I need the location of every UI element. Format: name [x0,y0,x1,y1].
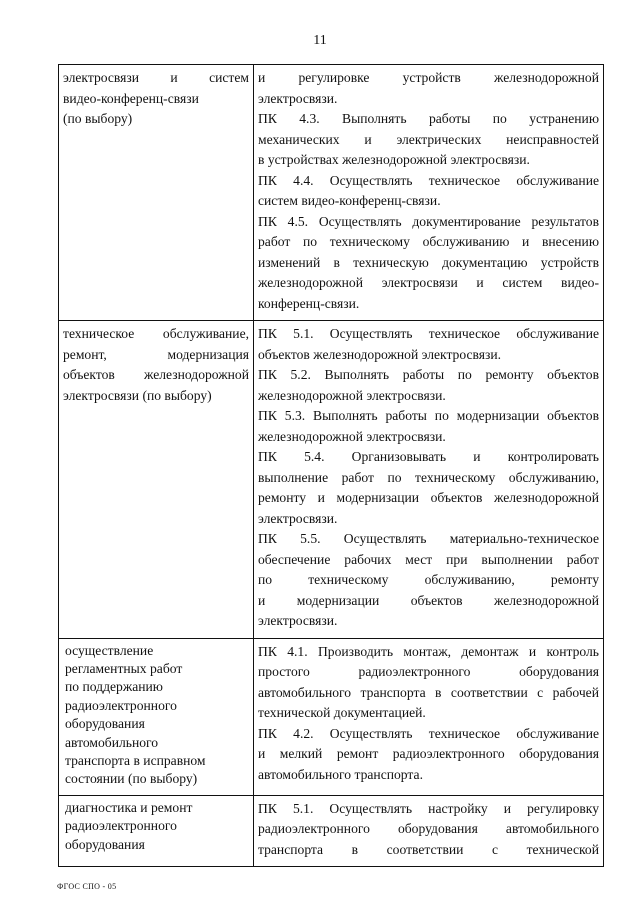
competency-text-line: по техническому обслуживанию, ремонту [258,572,599,587]
competency-text-line: и регулировке устройств железнодорожной [258,70,599,85]
activity-text-line: транспорта в исправном [65,752,206,768]
competency-text-line: механических и электрических неисправностей [258,131,599,147]
page-number: 11 [313,33,327,48]
activity-text-line: электросвязи (по выбору) [63,387,212,403]
competency-text-line: в устройствах железнодорожной электросвязи. [258,152,530,167]
competency-text-line: технической документацией. [258,705,426,720]
activity-text-line: диагностика и ремонт [65,799,193,815]
competencies-table [58,64,604,867]
activity-text-line: объектов железнодорожной [63,367,249,382]
table-row [59,795,604,867]
footer-standard-code: ФГОС СПО - 05 [57,882,117,891]
activity-text-line: радиоэлектронного [65,697,177,713]
activity-cell [59,65,254,321]
competency-text-line: объектов железнодорожной электросвязи. [258,346,502,362]
competency-text-line: железнодорожной электросвязи. [258,428,446,444]
competency-text-line: железнодорожной электросвязи. [258,387,446,403]
competency-text-line: ПК 5.1. Осуществлять техническое обслуживание [258,326,599,341]
competency-text-line: электросвязи. [258,510,338,526]
competency-text-line: ПК 5.2. Выполнять работы по ремонту объектов [258,367,599,382]
competency-text-line: ремонту и модернизации объектов железнодорожной [258,490,599,505]
activity-text-line: видео-конференц-связи [63,90,199,106]
activity-text-line: (по выбору) [63,111,133,126]
competency-text-line: работ по техническому обслуживанию и внесению [258,234,599,249]
competency-text-line: простого радиоэлектронного оборудования [258,664,599,679]
activity-text-line: оборудования [65,836,145,852]
activity-text-line: радиоэлектронного [65,818,177,834]
competency-text-line: ПК 4.4. Осуществлять техническое обслуживание [258,172,599,188]
competency-text-line: ПК 4.1. Производить монтаж, демонтаж и контроль [258,643,599,659]
competency-text-line: автомобильного транспорта. [258,766,423,782]
competency-cell [254,638,604,795]
competency-text-line: систем видео-конференц-связи. [258,193,441,208]
competency-cell [254,65,604,321]
competency-text-line: ПК 5.1. Осуществлять настройку и регулировку [258,800,599,816]
activity-cell [59,321,254,639]
competency-text-line: изменений в техническую документацию устройств [258,254,599,270]
activity-text-line: оборудования [65,716,145,732]
competency-text-line: ПК 5.4. Организовывать и контролировать [258,449,599,464]
competency-text-line: конференц-связи. [258,295,360,311]
table-row [59,321,604,639]
competency-text-line: ПК 5.5. Осуществлять материально-техническое [258,531,599,546]
activity-text-line: по поддержанию [65,679,163,695]
competency-cell [254,795,604,867]
competency-text-line: электросвязи. [258,613,338,628]
competency-text-line: и модернизации объектов железнодорожной [258,592,599,608]
activity-text-line: осуществление [65,642,154,658]
competency-text-line: транспорта в соответствии с технической [258,841,599,857]
competency-text-line: радиоэлектронного оборудования автомобильного [258,821,599,837]
competency-text-line: ПК 4.3. Выполнять работы по устранению [258,111,599,126]
activity-text-line: автомобильного [65,734,159,750]
competency-text-line: автомобильного транспорта в соответствии с рабочей [258,684,599,700]
competency-text-line: ПК 4.5. Осуществлять документирование результатов [258,213,599,229]
activity-text-line: техническое обслуживание, [63,326,249,341]
competency-text-line: выполнение работ по техническому обслуживанию, [258,469,599,485]
activity-text-line: электросвязи и систем [63,70,249,85]
activity-cell [59,795,254,867]
competency-text-line: и мелкий ремонт радиоэлектронного оборудования [258,746,599,761]
competency-text-line: железнодорожной электросвязи и систем видео- [258,275,599,290]
activity-text-line: состоянии (по выбору) [65,771,198,787]
table-row [59,638,604,795]
competency-text-line: ПК 5.3. Выполнять работы по модернизации объектов [258,408,599,423]
activity-text-line: ремонт, модернизация [63,346,249,362]
activity-cell [59,638,254,795]
competency-cell [254,321,604,639]
competency-text-line: обеспечение рабочих мест при выполнении работ [258,551,599,567]
competency-text-line: ПК 4.2. Осуществлять техническое обслуживание [258,725,599,741]
activity-text-line: регламентных работ [65,660,183,676]
table-row [59,65,604,321]
competency-text-line: электросвязи. [258,90,338,106]
